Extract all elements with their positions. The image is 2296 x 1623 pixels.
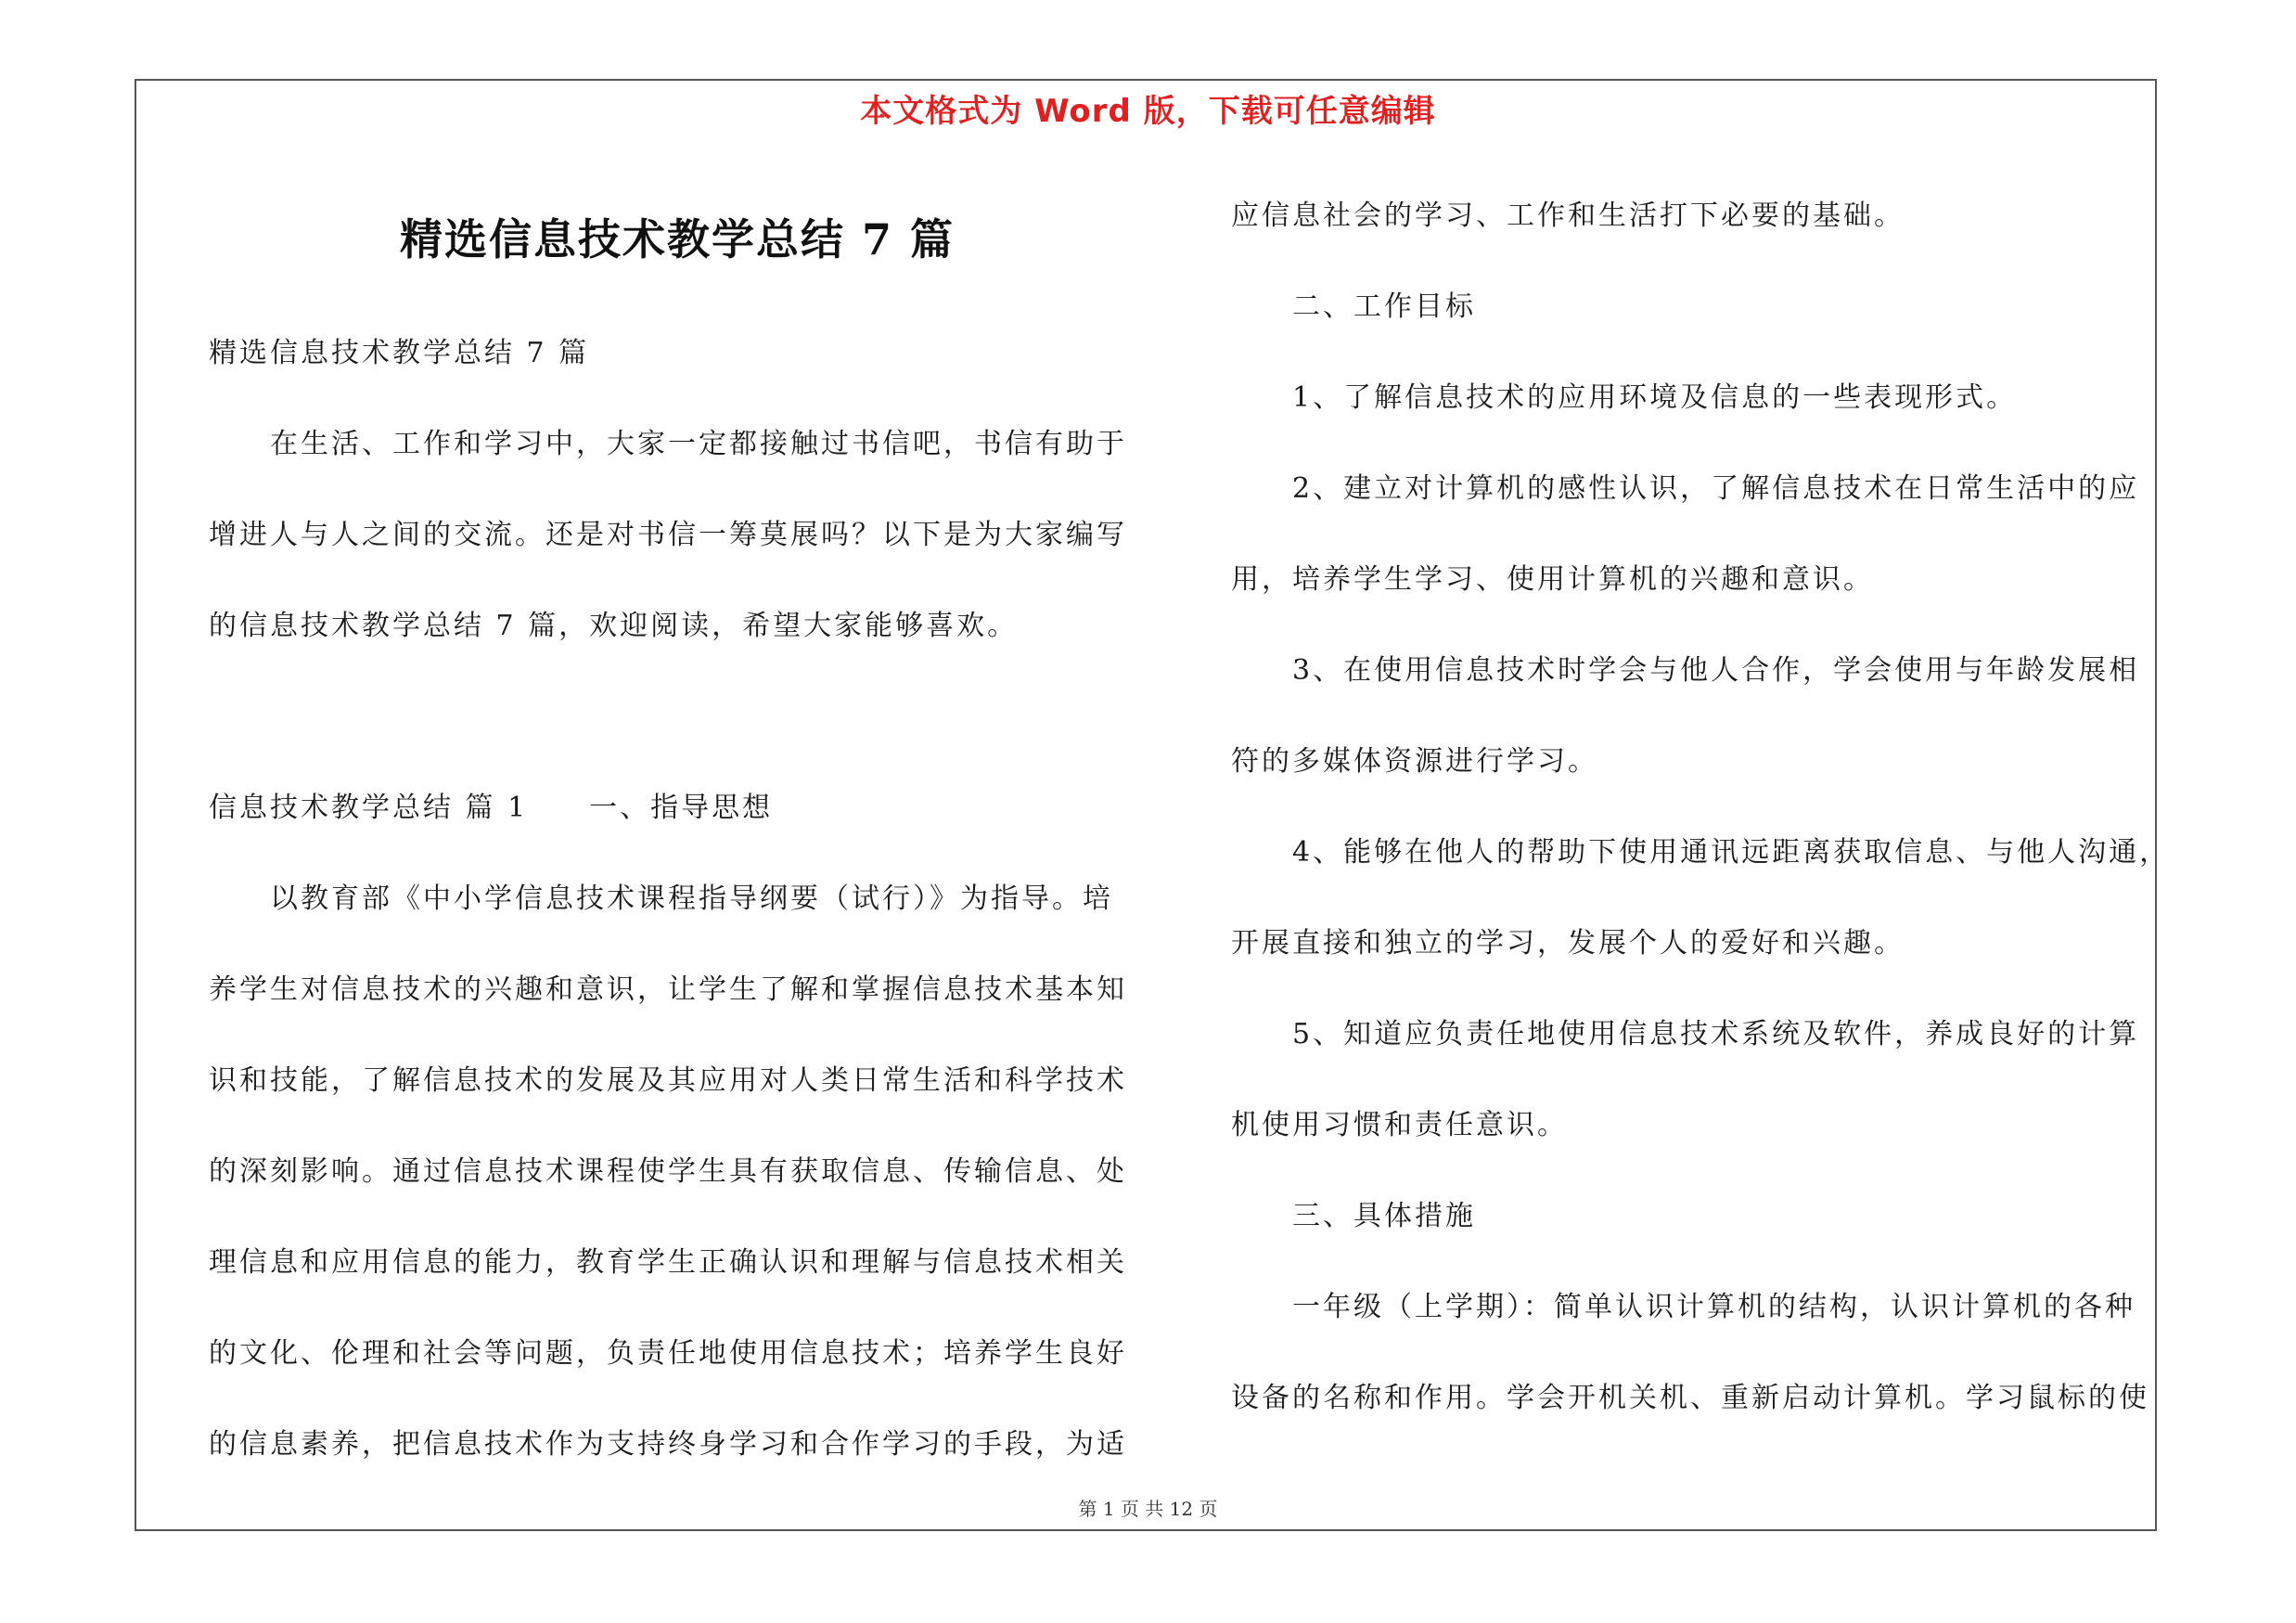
format-banner: 本文格式为 Word 版，下载可任意编辑 — [860, 93, 1436, 130]
section-heading: 三、具体措施 — [1231, 1200, 1476, 1232]
paragraph-line: 4、能够在他人的帮助下使用通讯远距离获取信息、与他人沟通， — [1231, 836, 2171, 869]
paragraph-line: 增进人与人之间的交流。还是对书信一筹莫展吗？以下是为大家编写 — [209, 519, 1127, 551]
paragraph-line: 理信息和应用信息的能力，教育学生正确认识和理解与信息技术相关 — [209, 1246, 1127, 1279]
paragraph-line: 的信息技术教学总结 7 篇，欢迎阅读，希望大家能够喜欢。 — [209, 610, 1019, 642]
paragraph-line: 精选信息技术教学总结 7 篇 — [209, 337, 590, 369]
paragraph-line: 以教育部《中小学信息技术课程指导纲要（试行）》为指导。培 — [209, 882, 1113, 915]
paragraph-line: 养学生对信息技术的兴趣和意识，让学生了解和掌握信息技术基本知 — [209, 973, 1127, 1006]
paragraph-line: 识和技能，了解信息技术的发展及其应用对人类日常生活和科学技术 — [209, 1064, 1127, 1097]
paragraph-line: 的信息素养，把信息技术作为支持终身学习和合作学习的手段，为适 — [209, 1428, 1127, 1461]
document-title: 精选信息技术教学总结 7 篇 — [399, 214, 956, 264]
right-column — [1231, 0, 2171, 1485]
paragraph-line: 的文化、伦理和社会等问题，负责任地使用信息技术；培养学生良好 — [209, 1337, 1127, 1370]
paragraph-line: 符的多媒体资源进行学习。 — [1231, 745, 1598, 778]
page-footer: 第 1 页 共 12 页 — [1078, 1498, 1218, 1520]
paragraph-line: 3、在使用信息技术时学会与他人合作，学会使用与年龄发展相 — [1231, 654, 2140, 687]
paragraph-line: 一年级（上学期）：简单认识计算机的结构，认识计算机的各种 — [1231, 1291, 2136, 1323]
paragraph-line: 5、知道应负责任地使用信息技术系统及软件，养成良好的计算 — [1231, 1018, 2140, 1050]
paragraph-line: 2、建立对计算机的感性认识，了解信息技术在日常生活中的应 — [1231, 472, 2140, 505]
paragraph-line: 用，培养学生学习、使用计算机的兴趣和意识。 — [1231, 563, 1874, 596]
section-heading: 信息技术教学总结 篇 1 一、指导思想 — [209, 792, 774, 824]
left-column — [209, 0, 1146, 1485]
paragraph-line: 机使用习惯和责任意识。 — [1231, 1109, 1568, 1141]
section-heading: 二、工作目标 — [1231, 290, 1476, 323]
paragraph-line: 应信息社会的学习、工作和生活打下必要的基础。 — [1231, 200, 1905, 232]
paragraph-line: 的深刻影响。通过信息技术课程使学生具有获取信息、传输信息、处 — [209, 1155, 1127, 1188]
paragraph-line: 在生活、工作和学习中，大家一定都接触过书信吧，书信有助于 — [209, 428, 1127, 460]
paragraph-line: 设备的名称和作用。学会开机关机、重新启动计算机。学习鼠标的使 — [1231, 1382, 2149, 1414]
paragraph-line: 1、了解信息技术的应用环境及信息的一些表现形式。 — [1231, 381, 2018, 414]
paragraph-line: 开展直接和独立的学习，发展个人的爱好和兴趣。 — [1231, 927, 1905, 960]
